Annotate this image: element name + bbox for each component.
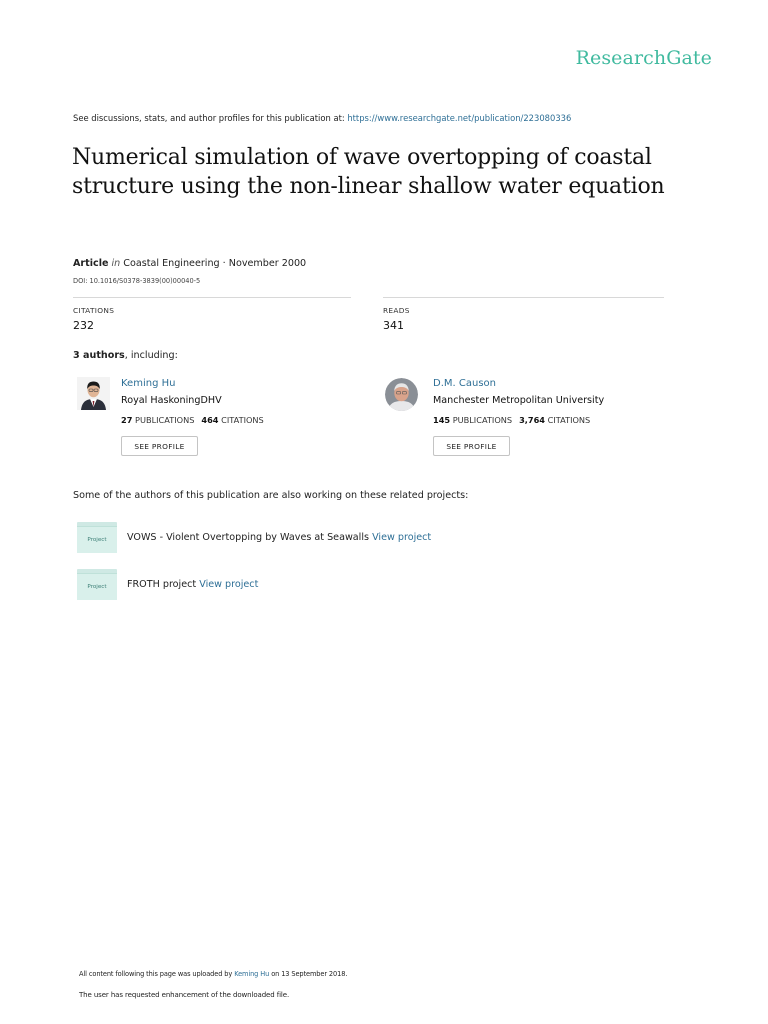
upload-suffix: on 13 September 2018. xyxy=(269,970,348,978)
project-row-froth xyxy=(127,579,258,590)
in-word: in xyxy=(111,258,121,269)
enhancement-note: The user has requested enhancement of the downloaded file. xyxy=(79,991,290,999)
see-profile-button-dm-causon[interactable]: SEE PROFILE xyxy=(433,436,510,456)
doi: DOI: 10.1016/S0378-3839(00)00040-5 xyxy=(73,277,201,285)
see-profile-button-keming-hu[interactable]: SEE PROFILE xyxy=(121,436,198,456)
see-discussions-line xyxy=(73,113,571,123)
view-project-link[interactable]: View project xyxy=(372,532,432,543)
authors-count: 3 authors xyxy=(73,350,125,361)
project-folder-icon[interactable] xyxy=(77,522,117,552)
upload-prefix: All content following this page was uploaded by xyxy=(79,970,235,978)
folder-label: Project xyxy=(77,573,117,600)
author-institution: Royal HaskoningDHV xyxy=(121,395,222,406)
author-avatar-keming-hu[interactable] xyxy=(77,377,110,410)
project-folder-icon[interactable] xyxy=(77,569,117,599)
author-institution: Manchester Metropolitan University xyxy=(433,395,605,406)
publication-url-link[interactable]: https://www.researchgate.net/publication/223080336 xyxy=(347,113,572,123)
reads-label: READS xyxy=(383,306,410,315)
authors-count-line xyxy=(73,350,178,361)
authors-including: , including: xyxy=(124,350,178,361)
author-citations-count: 464 xyxy=(201,415,219,425)
upload-note xyxy=(79,970,347,978)
project-row-vows xyxy=(127,532,431,543)
publication-title: Numerical simulation of wave overtopping of coastal structure using the non-linear shallow water equation xyxy=(72,145,665,199)
journal-venue: Coastal Engineering · November 2000 xyxy=(123,258,307,269)
citations-value: 232 xyxy=(73,319,94,332)
author-stats xyxy=(121,415,264,425)
author-publications-label: PUBLICATIONS xyxy=(135,415,195,425)
author-name-dm-causon[interactable]: D.M. Causon xyxy=(433,378,496,389)
author-citations-label: CITATIONS xyxy=(221,415,264,425)
publication-meta xyxy=(73,258,306,269)
author-avatar-dm-causon[interactable] xyxy=(385,378,418,411)
related-projects-heading: Some of the authors of this publication are also working on these related projects: xyxy=(73,490,469,501)
project-name: VOWS - Violent Overtopping by Waves at Seawalls xyxy=(127,532,370,543)
researchgate-logo[interactable]: ResearchGate xyxy=(575,47,712,69)
project-name: FROTH project xyxy=(127,579,197,590)
author-publications-label: PUBLICATIONS xyxy=(452,415,513,425)
author-citations-count: 3,764 xyxy=(519,415,545,425)
see-discussions-text: See discussions, stats, and author profiles for this publication at: xyxy=(73,113,348,123)
uploader-link[interactable]: Keming Hu xyxy=(234,970,270,978)
article-type: Article xyxy=(73,258,109,269)
author-stats xyxy=(433,415,590,425)
author-name-keming-hu[interactable]: Keming Hu xyxy=(121,378,176,389)
author-publications-count: 27 xyxy=(121,415,133,425)
reads-divider xyxy=(383,297,664,298)
reads-value: 341 xyxy=(383,319,404,332)
author-citations-label: CITATIONS xyxy=(547,415,591,425)
view-project-link[interactable]: View project xyxy=(199,579,259,590)
citations-divider xyxy=(73,297,351,298)
folder-label: Project xyxy=(77,526,117,553)
author-publications-count: 145 xyxy=(433,415,451,425)
citations-label: CITATIONS xyxy=(73,306,115,315)
